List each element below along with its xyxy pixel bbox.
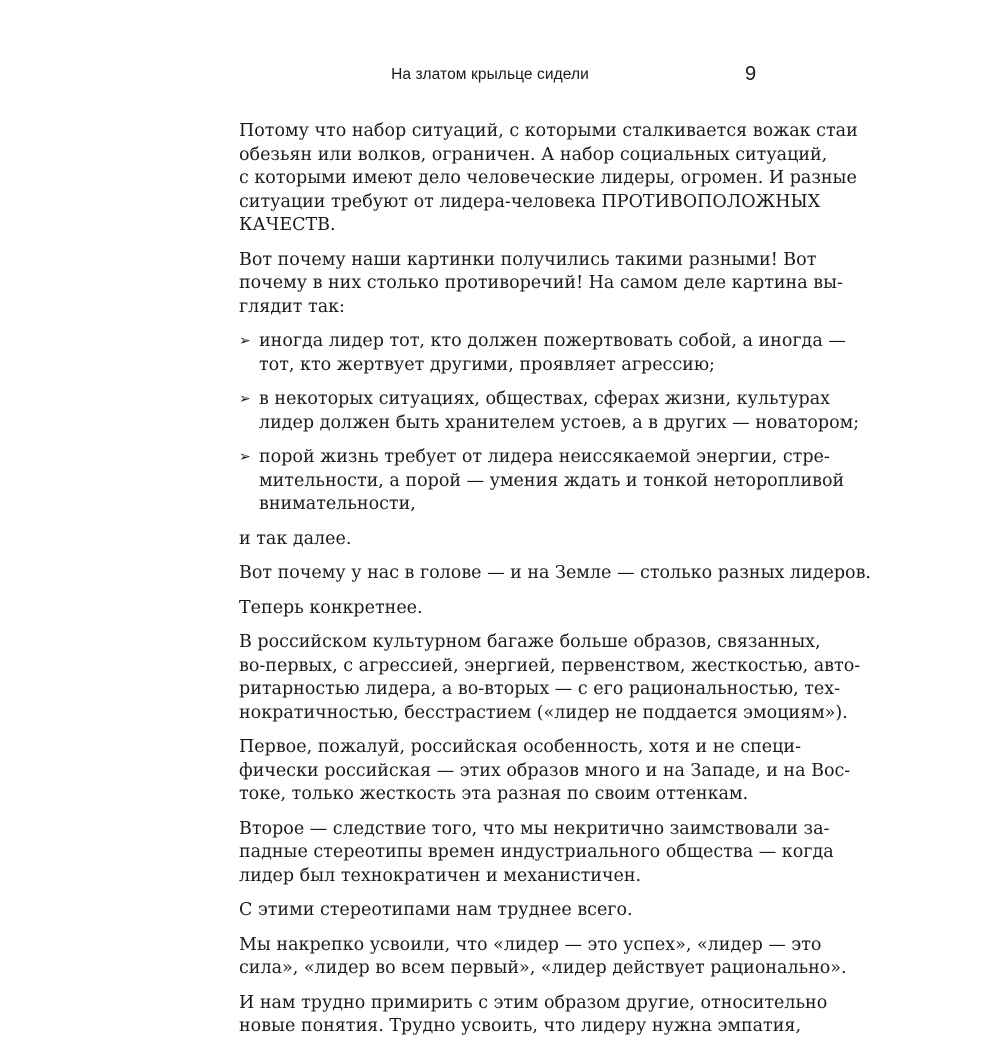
text-line: Вот почему наши картинки получились такими разными! Вот: [239, 249, 817, 270]
text-line: С этими стереотипами нам труднее всего.: [239, 900, 633, 920]
page-body: [239, 120, 871, 1050]
paragraph: [239, 562, 871, 586]
text-line: мительности, а порой — умения ждать и тонкой неторопливой: [259, 470, 845, 491]
text-line: Первое, пожалуй, российская особенность, хотя и не специ-: [239, 737, 801, 757]
text-line: внимательности,: [259, 494, 416, 514]
text-line: иногда лидер тот, кто должен пожертвовать собой, а иногда —: [259, 331, 846, 351]
text-line: в некоторых ситуациях, обществах, сферах жизни, культурах: [259, 389, 831, 409]
page-number: 9: [745, 63, 757, 85]
paragraph-group-main: [239, 528, 871, 1039]
list-item: [239, 330, 846, 377]
paragraph: [239, 899, 759, 923]
text-line: почему в них столько противоречий! На самом деле картина вы-: [239, 273, 843, 293]
text-line: Мы накрепко усвоили, что «лидер — это успех», «лидер — это: [239, 934, 822, 955]
paragraph: [239, 934, 847, 981]
text-line: И нам трудно примирить с этим образом другие, относительно: [239, 992, 828, 1013]
list-item: [239, 446, 845, 517]
paragraph: [239, 736, 851, 807]
paragraph: [239, 631, 861, 725]
text-line: сила», «лидер во всем первый», «лидер действует рационально».: [239, 958, 847, 978]
text-line: нократичностью, бесстрастием («лидер не поддается эмоциям»).: [239, 702, 848, 723]
running-header: [0, 63, 1000, 90]
text-line: обезьян или волков, ограничен. А набор социальных ситуаций,: [239, 144, 828, 165]
text-line: токе, только жесткость эта разная по своим оттенкам.: [239, 784, 749, 804]
text-line: глядит так:: [239, 296, 345, 317]
bullet-list: [239, 330, 860, 517]
text-line: лидер был технократичен и механистичен.: [239, 865, 642, 886]
text-line: и так далее.: [239, 528, 352, 549]
text-line: Вот почему у нас в голове — и на Земле — столько разных лидеров.: [239, 563, 871, 583]
paragraph-group-intro: [239, 120, 858, 319]
text-line: КАЧЕСТВ.: [239, 215, 336, 235]
paragraph: [239, 249, 843, 320]
text-line: Теперь конкретнее.: [239, 597, 423, 618]
running-title: На златом крыльце сидели: [391, 66, 589, 83]
paragraph: [239, 597, 759, 621]
arrow-bullet-icon: ➢: [239, 333, 251, 349]
arrow-bullet-icon: ➢: [239, 449, 251, 465]
text-line: падные стереотипы времен индустриального общества — когда: [239, 842, 834, 862]
paragraph: [239, 818, 834, 889]
arrow-bullet-icon: ➢: [239, 391, 251, 407]
list-item: [239, 388, 860, 435]
text-line: Потому что набор ситуаций, с которыми сталкивается вожак стаи: [239, 121, 858, 141]
text-line: с которыми имеют дело человеческие лидеры, огромен. И разные: [239, 168, 857, 188]
paragraph: [239, 528, 759, 552]
text-line: во-первых, с агрессией, энергией, первенством, жесткостью, авто-: [239, 655, 861, 676]
text-line: тот, кто жертвует другими, проявляет агрессию;: [259, 354, 715, 375]
text-line: Второе — следствие того, что мы некритично заимствовали за-: [239, 818, 830, 839]
text-line: порой жизнь требует от лидера неиссякаемой энергии, стре-: [259, 447, 830, 467]
text-line: ритарностью лидера, а во-вторых — с его рациональностью, тех-: [239, 679, 841, 699]
text-line: фически российская — этих образов много и на Западе, и на Вос-: [239, 760, 851, 781]
text-line: ситуации требуют от лидера-человека ПРОТИВОПОЛОЖНЫХ: [239, 191, 821, 212]
text-line: новые понятия. Трудно усвоить, что лидеру нужна эмпатия,: [239, 1016, 802, 1036]
paragraph: [239, 120, 858, 238]
text-line: лидер должен быть хранителем устоев, а в других — новатором;: [259, 412, 860, 433]
paragraph: [239, 992, 828, 1039]
text-line: В российском культурном багаже больше образов, связанных,: [239, 632, 821, 652]
